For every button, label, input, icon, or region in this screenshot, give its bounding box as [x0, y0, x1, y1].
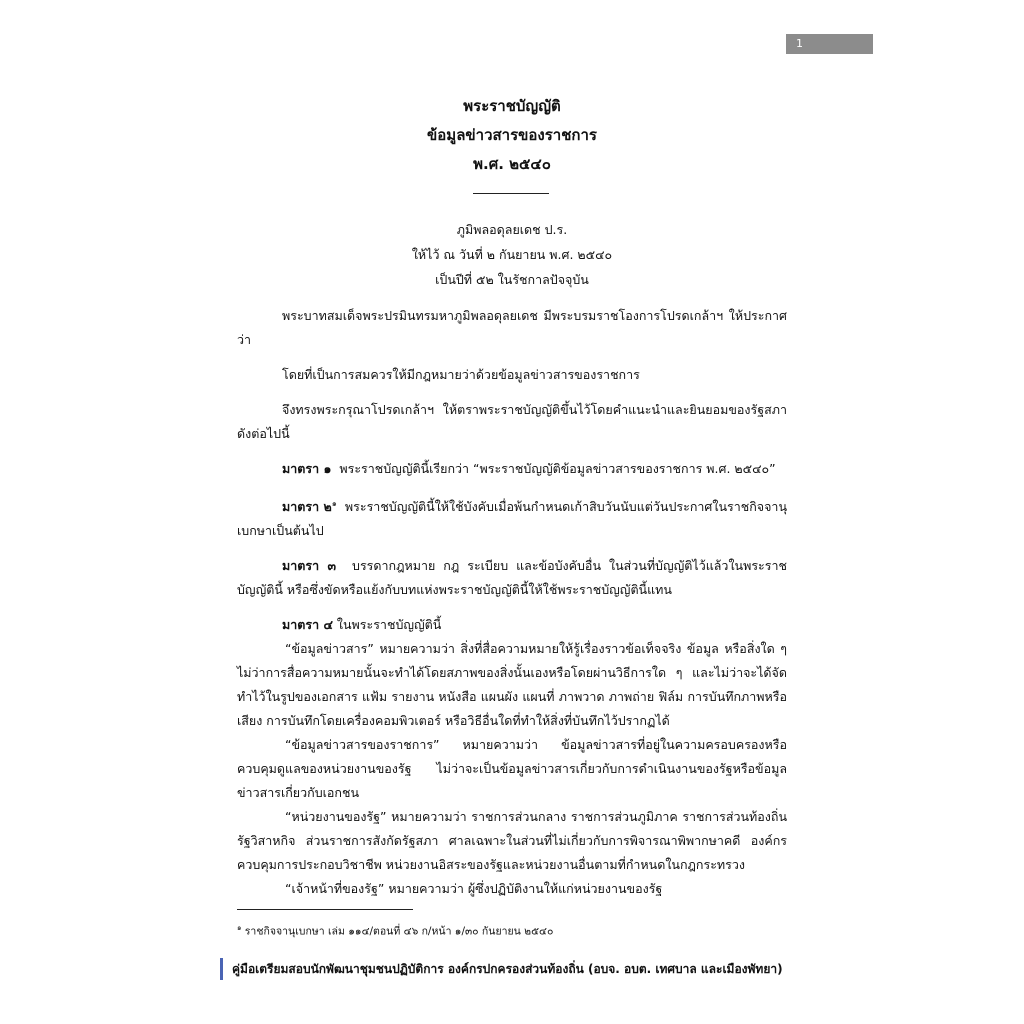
section-1	[237, 457, 787, 481]
footnote-text: ราชกิจจานุเบกษา เล่ม ๑๑๔/ตอนที่ ๔๖ ก/หน้า ๑/๓๐ กันยายน ๒๕๔๐	[244, 925, 554, 938]
preamble-paragraph: จึงทรงพระกรุณาโปรดเกล้าฯ ให้ตราพระราชบัญญัติขึ้นไว้โดยคำแนะนำและยินยอมของรัฐสภา ดังต่อไปนี้	[237, 402, 787, 441]
act-title: พระราชบัญญัติ	[463, 97, 561, 115]
footnote-divider	[237, 909, 413, 910]
footnote-mark: ๑	[237, 924, 242, 932]
definition-paragraph: “หน่วยงานของรัฐ” หมายความว่า ราชการส่วนกลาง ราชการส่วนภูมิภาค ราชการส่วนท้องถิ่น รัฐวิสาหกิจ ส่วนราชการสังกัดรัฐสภา ศาลเฉพาะในส่วนที่ไม่เกี่ยวกับการพิจารณาพิพากษาคดี องค์กรควบคุมการประกอบวิชาชีพ หน่วยงานอิสระของรัฐและหน่วยงานอื่นตามที่กำหนดในกฎกระทรวง	[237, 809, 787, 873]
section-text: พระราชบัญญัตินี้เรียกว่า “พระราชบัญญัติข้อมูลข่าวสารของราชการ พ.ศ. ๒๕๔๐”	[339, 461, 776, 476]
title-divider	[473, 193, 549, 194]
footnote	[237, 920, 553, 940]
enactment-date: ให้ไว้ ณ วันที่ ๒ กันยายน พ.ศ. ๒๕๔๐	[411, 247, 613, 262]
definition-paragraph: “ข้อมูลข่าวสารของราชการ” หมายความว่า ข้อมูลข่าวสารที่อยู่ในความครอบครองหรือควบคุมดูแลของหน่วยงานของรัฐ ไม่ว่าจะเป็นข้อมูลข่าวสารเกี่ยวกับการดำเนินงานของรัฐหรือข้อมูลข่าวสารเกี่ยวกับเอกชน	[237, 737, 787, 801]
preamble-paragraph: พระบาทสมเด็จพระปรมินทรมหาภูมิพลอดุลยเดช มีพระบรมราชโองการโปรดเกล้าฯ ให้ประกาศว่า	[237, 308, 787, 347]
act-subtitle: ข้อมูลข่าวสารของราชการ	[427, 126, 597, 144]
preamble-paragraph: โดยที่เป็นการสมควรให้มีกฎหมายว่าด้วยข้อมูลข่าวสารของราชการ	[282, 367, 640, 382]
footer-accent-bar	[220, 958, 223, 980]
signature-block	[0, 217, 1024, 292]
title-block	[0, 92, 1024, 179]
section-3	[237, 554, 787, 602]
section-4	[237, 613, 787, 637]
footnote-mark: ๑	[331, 499, 337, 508]
act-year: พ.ศ. ๒๕๔๐	[473, 155, 551, 173]
section-label: มาตรา ๔	[282, 617, 333, 633]
king-signature: ภูมิพลอดุลยเดช ป.ร.	[456, 222, 568, 237]
section-label: มาตรา ๒	[282, 499, 332, 515]
section-label: มาตรา ๓	[282, 558, 337, 574]
section-text: ในพระราชบัญญัตินี้	[336, 617, 442, 633]
book-footer: คู่มือเตรียมสอบนักพัฒนาชุมชนปฏิบัติการ องค์กรปกครองส่วนท้องถิ่น (อบจ. อบต. เทศบาล และเมืองพัทยา)	[232, 962, 783, 976]
definition-paragraph: “เจ้าหน้าที่ของรัฐ” หมายความว่า ผู้ซึ่งปฏิบัติงานให้แก่หน่วยงานของรัฐ	[285, 881, 663, 897]
reign-year: เป็นปีที่ ๕๒ ในรัชกาลปัจจุบัน	[435, 272, 589, 287]
section-2	[237, 492, 787, 543]
section-label: มาตรา ๑	[282, 461, 332, 476]
section-text: พระราชบัญญัตินี้ให้ใช้บังคับเมื่อพ้นกำหนดเก้าสิบวันนับแต่วันประกาศในราชกิจจานุเบกษาเป็นต้นไป	[237, 499, 787, 539]
definition-paragraph: “ข้อมูลข่าวสาร” หมายความว่า สิ่งที่สื่อความหมายให้รู้เรื่องราวข้อเท็จจริง ข้อมูล หรือสิ่งใด ๆ ไม่ว่าการสื่อความหมายนั้นจะทำได้โดยสภาพของสิ่งนั้นเองหรือโดยผ่านวิธีการใด ๆ และไม่ว่าจะได้จัดทำไว้ในรูปของเอกสาร แฟ้ม รายงาน หนังสือ แผนผัง แผนที่ ภาพวาด ภาพถ่าย ฟิล์ม การบันทึกภาพหรือเสียง การบันทึกโดยเครื่องคอมพิวเตอร์ หรือวิธีอื่นใดที่ทำให้สิ่งที่บันทึกไว้ปรากฏได้	[237, 641, 788, 729]
act-body	[237, 304, 787, 901]
page-number: 1	[786, 34, 873, 54]
section-text: บรรดากฎหมาย กฎ ระเบียบ และข้อบังคับอื่น ในส่วนที่บัญญัติไว้แล้วในพระราชบัญญัตินี้ หรือซึ่งขัดหรือแย้งกับบทแห่งพระราชบัญญัตินี้ให้ใช้พระราชบัญญัตินี้แทน	[237, 558, 787, 598]
